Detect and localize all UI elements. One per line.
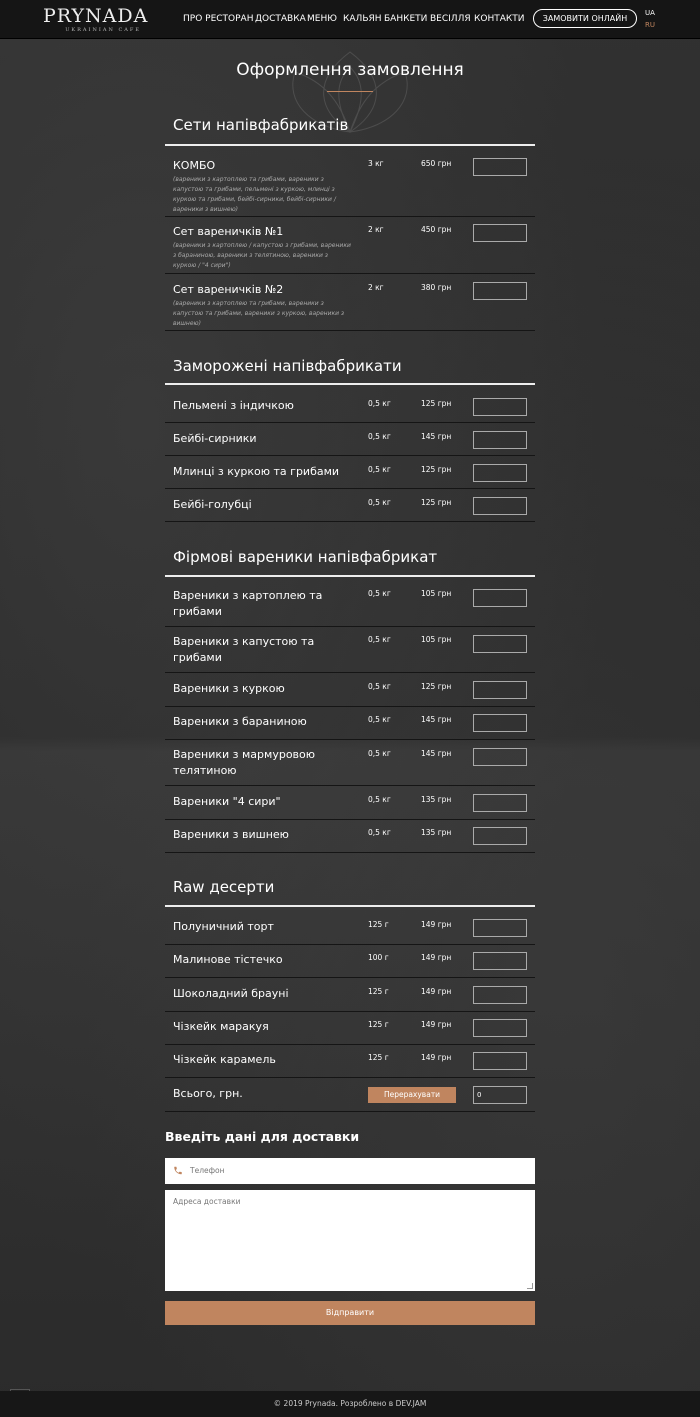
product-price: 135 грн [421, 795, 452, 804]
logo[interactable] [43, 5, 147, 35]
product-row [165, 217, 535, 274]
product-price: 145 грн [421, 432, 452, 441]
product-price: 125 грн [421, 399, 452, 408]
product-description: (вареники з картоплею та грибами, вареники з капустою та грибами, пельмені з куркою, млинці з куркою та грибами, бейбі-сирники, бейбі-сирники / вареники з вишнею) [173, 176, 336, 213]
product-description: (вареники з картоплею / капустою з грибами, вареники з бараниною, вареники з телятиною, вареники з куркою / "4 сири") [173, 242, 351, 269]
phone-icon [173, 1165, 183, 1176]
quantity-input[interactable] [473, 986, 527, 1004]
section-title-sets: Сети напівфабрикатів [173, 116, 349, 134]
product-title: КОМБО [173, 159, 216, 172]
product-weight: 2 кг [368, 283, 384, 292]
product-row [165, 945, 535, 978]
product-weight: 3 кг [368, 159, 384, 168]
product-weight: 125 г [368, 987, 389, 996]
quantity-input[interactable] [473, 1019, 527, 1037]
total-value-field: 0 [473, 1086, 527, 1104]
product-description: (вареники з картоплею та грибами, вареники з капустою та грибами, вареники з куркою, вареники з вишнею) [173, 300, 345, 327]
order-online-button[interactable]: ЗАМОВИТИ ОНЛАЙН [533, 9, 637, 28]
quantity-input[interactable] [473, 952, 527, 970]
product-price: 105 грн [421, 589, 452, 598]
logo-text: PRYNADA [43, 5, 149, 27]
site-footer [0, 1391, 700, 1417]
quantity-input[interactable] [473, 681, 527, 699]
send-button[interactable]: Відправити [165, 1301, 535, 1325]
product-row [165, 581, 535, 627]
product-price: 650 грн [421, 159, 452, 168]
product-name: Вареники з вишнею [173, 828, 289, 841]
quantity-input[interactable] [473, 282, 527, 300]
address-textarea[interactable] [165, 1190, 535, 1291]
product-price: 125 грн [421, 682, 452, 691]
nav-item-delivery[interactable]: ДОСТАВКА [255, 14, 306, 24]
quantity-input[interactable] [473, 714, 527, 732]
product-weight: 125 г [368, 1053, 389, 1062]
product-row [165, 673, 535, 707]
product-name: Шоколадний брауні [173, 987, 289, 1000]
product-name: Бейбі-сирники [173, 432, 257, 445]
product-name: Вареники з мармуровою телятиною [173, 748, 316, 777]
product-name: Пельмені з індичкою [173, 399, 294, 412]
product-row [165, 274, 535, 331]
product-name: Вареники з куркою [173, 682, 285, 695]
product-name [173, 282, 353, 329]
product-weight: 0,5 кг [368, 432, 391, 441]
product-name: Малинове тістечко [173, 953, 283, 966]
product-row [165, 707, 535, 740]
product-row [165, 627, 535, 673]
product-name: Вареники "4 сири" [173, 795, 281, 808]
product-row [165, 423, 535, 456]
product-row [165, 740, 535, 786]
phone-placeholder: Телефон [190, 1166, 225, 1175]
product-price: 135 грн [421, 828, 452, 837]
quantity-input[interactable] [473, 589, 527, 607]
quantity-input[interactable] [473, 794, 527, 812]
site-header [0, 0, 700, 39]
product-row [165, 978, 535, 1012]
product-row [165, 786, 535, 820]
quantity-input[interactable] [473, 464, 527, 482]
product-name: Чізкейк карамель [173, 1053, 276, 1066]
total-row [165, 1078, 535, 1112]
quantity-input[interactable] [473, 398, 527, 416]
quantity-input[interactable] [473, 635, 527, 653]
section-divider [165, 383, 535, 385]
quantity-input[interactable] [473, 224, 527, 242]
product-name [173, 224, 353, 271]
product-name: Вареники з бараниною [173, 715, 307, 728]
product-price: 149 грн [421, 987, 452, 996]
product-price: 149 грн [421, 953, 452, 962]
quantity-input[interactable] [473, 158, 527, 176]
total-label: Всього, грн. [173, 1087, 243, 1100]
product-row [165, 1045, 535, 1078]
product-weight: 0,5 кг [368, 635, 391, 644]
page-title: Оформлення замовлення [236, 60, 464, 80]
product-row [165, 489, 535, 522]
phone-input[interactable] [165, 1158, 535, 1184]
product-name: Чізкейк маракуя [173, 1020, 269, 1033]
product-row [165, 456, 535, 489]
quantity-input[interactable] [473, 1052, 527, 1070]
nav-item-weddings[interactable]: ВЕСІЛЛЯ [430, 14, 471, 24]
product-price: 105 грн [421, 635, 452, 644]
nav-item-banquets[interactable]: БАНКЕТИ [384, 14, 428, 24]
nav-item-about[interactable]: ПРО РЕСТОРАН [183, 14, 254, 24]
product-price: 149 грн [421, 920, 452, 929]
product-name: Полуничний торт [173, 920, 274, 933]
product-row [165, 390, 535, 423]
product-row [165, 146, 535, 217]
product-price: 450 грн [421, 225, 452, 234]
product-price: 149 грн [421, 1053, 452, 1062]
product-price: 145 грн [421, 715, 452, 724]
product-price: 145 грн [421, 749, 452, 758]
product-price: 125 грн [421, 465, 452, 474]
product-name: Бейбі-голубці [173, 498, 252, 511]
logo-subtitle: UKRAINIAN CAFE [65, 27, 141, 33]
section-title-raw-desserts: Raw десерти [173, 878, 275, 896]
product-row [165, 820, 535, 853]
language-ua[interactable]: UA [645, 9, 655, 17]
section-title-frozen: Заморожені напівфабрикати [173, 357, 402, 375]
product-weight: 0,5 кг [368, 828, 391, 837]
quantity-input[interactable] [473, 919, 527, 937]
product-weight: 0,5 кг [368, 715, 391, 724]
product-row [165, 911, 535, 945]
quantity-input[interactable] [473, 827, 527, 845]
product-weight: 125 г [368, 1020, 389, 1029]
recalculate-button[interactable]: Перерахувати [368, 1087, 456, 1103]
product-weight: 0,5 кг [368, 589, 391, 598]
product-price: 380 грн [421, 283, 452, 292]
resize-handle-icon[interactable] [527, 1283, 533, 1289]
section-title-signature-dumplings: Фірмові вареники напівфабрикат [173, 548, 438, 566]
product-price: 149 грн [421, 1020, 452, 1029]
product-weight: 0,5 кг [368, 795, 391, 804]
product-weight: 0,5 кг [368, 399, 391, 408]
footer-copyright: © 2019 Prynada. Розроблено в DEV.JAM [273, 1399, 427, 1408]
section-divider [165, 905, 535, 907]
title-underline [327, 91, 373, 92]
product-weight: 2 кг [368, 225, 384, 234]
quantity-input[interactable] [473, 748, 527, 766]
quantity-input[interactable] [473, 497, 527, 515]
product-row [165, 1012, 535, 1045]
nav-item-contacts[interactable]: КОНТАКТИ [474, 14, 525, 24]
product-weight: 0,5 кг [368, 465, 391, 474]
product-title: Сет вареничків №2 [173, 283, 284, 296]
product-name: Млинці з куркою та грибами [173, 465, 340, 478]
language-ru[interactable]: RU [645, 21, 655, 29]
nav-item-hookah[interactable]: КАЛЬЯН [343, 14, 382, 24]
product-weight: 100 г [368, 953, 389, 962]
product-name: Вареники з картоплею та грибами [173, 589, 323, 618]
nav-item-menu[interactable]: МЕНЮ [307, 14, 337, 24]
product-title: Сет вареничків №1 [173, 225, 284, 238]
quantity-input[interactable] [473, 431, 527, 449]
product-weight: 0,5 кг [368, 498, 391, 507]
product-weight: 0,5 кг [368, 682, 391, 691]
delivery-title: Введіть дані для доставки [165, 1129, 360, 1144]
product-name [173, 158, 353, 215]
address-placeholder: Адреса доставки [173, 1197, 241, 1206]
product-price: 125 грн [421, 498, 452, 507]
product-weight: 125 г [368, 920, 389, 929]
section-divider [165, 575, 535, 577]
product-name: Вареники з капустою та грибами [173, 635, 315, 664]
product-weight: 0,5 кг [368, 749, 391, 758]
